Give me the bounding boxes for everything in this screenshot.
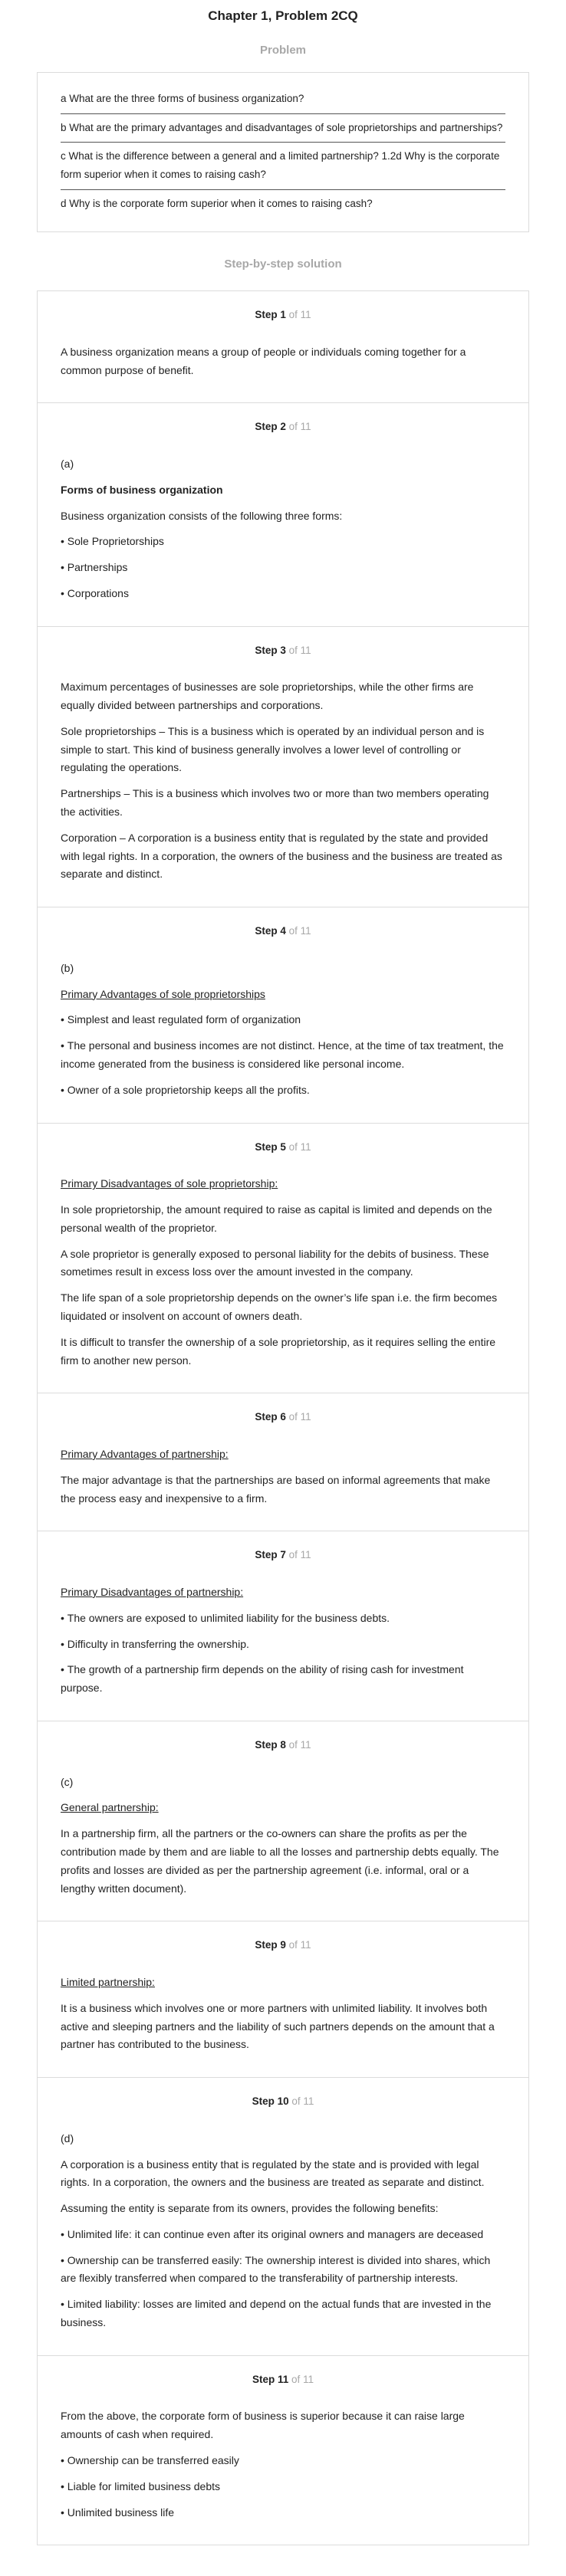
step-number: 10	[277, 2095, 289, 2108]
bullet-item: • Difficulty in transferring the ownership.	[61, 1636, 505, 1654]
step-7	[38, 1531, 528, 1721]
step-header	[61, 1409, 505, 1426]
step-text: The major advantage is that the partnerships are based on informal agreements that make the process easy and inexpensive to a firm.	[61, 1473, 491, 1505]
step-text: It is difficult to transfer the ownership of a sole proprietorship, as it requires selling the entire firm to another new person.	[61, 1335, 496, 1367]
step-label: Step	[252, 2373, 275, 2385]
bullet-item: • Partnerships	[61, 559, 505, 577]
step-label: Step	[255, 309, 278, 321]
step-header	[61, 418, 505, 435]
step-text: A corporation is a business entity that is regulated by the state and is provided with legal rights. In a corporation, the owners and the business are treated as separate and distinct.	[61, 2158, 485, 2189]
step-total: of 11	[288, 1738, 311, 1751]
subheading: General partnership:	[61, 1801, 159, 1814]
step-text: Partnerships – This is a business which involves two or more than two members operating the activities.	[61, 787, 489, 819]
step-text: Assuming the entity is separate from its owners, provides the following benefits:	[61, 2202, 439, 2215]
question-d: d Why is the corporate form superior when it comes to raising cash?	[61, 189, 505, 218]
step-number: 4	[280, 925, 286, 937]
step-label: Step	[255, 1140, 278, 1153]
step-text: Corporation – A corporation is a business entity that is regulated by the state and provided with legal rights. In a corporation, the owners of the business and the business are treated as separate and distinct.	[61, 831, 502, 881]
step-text: Maximum percentages of businesses are sole proprietorships, while the other firms are equally divided between partnerships and corporations.	[61, 681, 474, 712]
step-number: 2	[280, 421, 286, 433]
step-header	[61, 1937, 505, 1954]
step-header	[61, 923, 505, 940]
step-total: of 11	[288, 925, 311, 937]
step-text: (d)	[61, 2131, 74, 2144]
bullet-item: • Owner of a sole proprietorship keeps all the profits.	[61, 1081, 505, 1100]
step-text: In a partnership firm, all the partners or the co-owners can share the profits as per the contribution made by them and are liable to all the losses and partnership debts equally. The profits and losses are divided as per the partnership agreement (i.e. informal, oral or a lengthy written document).	[61, 1827, 499, 1895]
step-label: Step	[252, 2095, 275, 2108]
bullet-item: • The owners are exposed to unlimited liability for the business debts.	[61, 1610, 505, 1628]
step-total: of 11	[288, 644, 311, 656]
step-text: Sole proprietorships – This is a business which is operated by an individual person and is simple to start. This kind of business generally involves a lower level of controlling or regulating the operations.	[61, 724, 485, 774]
question-c: c What is the difference between a general and a limited partnership? 1.2d Why is the corporate form superior when it comes to raising cash?	[61, 142, 505, 189]
step-header	[61, 307, 505, 323]
step-header	[61, 2093, 505, 2110]
step-8	[38, 1721, 528, 1921]
step-4	[38, 907, 528, 1122]
question-b: b What are the primary advantages and disadvantages of sole proprietorships and partnerships?	[61, 113, 505, 143]
section-heading: Forms of business organization	[61, 483, 223, 496]
bullet-item: • The personal and business incomes are not distinct. Hence, at the time of tax treatment, the income generated from the business is considered like personal income.	[61, 1037, 505, 1074]
step-label: Step	[255, 1939, 278, 1951]
step-5	[38, 1123, 528, 1393]
step-total: of 11	[288, 1411, 311, 1423]
bullet-item: • Simplest and least regulated form of organization	[61, 1011, 505, 1029]
bullet-item: • Unlimited business life	[61, 2504, 505, 2522]
step-total: of 11	[288, 1939, 311, 1951]
question-a: a What are the three forms of business organization?	[61, 93, 304, 104]
step-header	[61, 1139, 505, 1156]
step-label: Step	[255, 644, 278, 656]
step-3	[38, 626, 528, 907]
step-text: (b)	[61, 961, 74, 974]
step-text: Business organization consists of the following three forms:	[61, 509, 343, 522]
step-label: Step	[255, 1549, 278, 1561]
step-header	[61, 642, 505, 659]
subheading: Primary Disadvantages of sole proprietorship:	[61, 1177, 278, 1190]
bullet-item: • The growth of a partnership firm depends on the ability of rising cash for investment purpose.	[61, 1661, 505, 1698]
bullet-item: • Liable for limited business debts	[61, 2478, 505, 2496]
step-number: 7	[280, 1549, 286, 1561]
problem-heading: Problem	[259, 44, 306, 57]
step-label: Step	[255, 1738, 278, 1751]
step-text: A sole proprietor is generally exposed to personal liability for the debits of business. These sometimes result in excess loss over the amount invested in the company.	[61, 1247, 489, 1278]
step-total: of 11	[288, 1140, 311, 1153]
subheading: Primary Disadvantages of partnership:	[61, 1585, 244, 1598]
step-text: (c)	[61, 1775, 74, 1788]
step-text: In sole proprietorship, the amount required to raise as capital is limited and depends on the personal wealth of the proprietor.	[61, 1203, 492, 1234]
step-total: of 11	[288, 1549, 311, 1561]
step-1	[38, 291, 528, 402]
step-number: 5	[280, 1140, 286, 1153]
step-header	[61, 1737, 505, 1754]
step-number: 3	[280, 644, 286, 656]
steps-container	[37, 290, 529, 2545]
step-number: 1	[280, 309, 286, 321]
bullet-item: • Ownership can be transferred easily: The ownership interest is divided into shares, which are flexibly transferred when compared to the transferability of partnership interests.	[61, 2252, 505, 2289]
step-text: The life span of a sole proprietorship depends on the owner’s life span i.e. the firm becomes liquidated or insolvent on account of owners death.	[61, 1291, 498, 1322]
step-header	[61, 2371, 505, 2388]
step-total: of 11	[288, 421, 311, 433]
step-label: Step	[255, 925, 278, 937]
step-header	[61, 1547, 505, 1564]
bullet-item: • Corporations	[61, 585, 505, 603]
step-text: It is a business which involves one or more partners with unlimited liability. It involves both active and sleeping partners and the liability of such partners depends on the amount that a partner has contributed to the business.	[61, 2001, 495, 2051]
bullet-item: • Limited liability: losses are limited and depend on the actual funds that are invested in the business.	[61, 2295, 505, 2332]
bullet-item: • Ownership can be transferred easily	[61, 2452, 505, 2470]
step-number: 9	[280, 1939, 286, 1951]
step-label: Step	[255, 421, 278, 433]
step-10	[38, 2077, 528, 2355]
step-total: of 11	[291, 2095, 314, 2108]
subheading: Limited partnership:	[61, 1975, 155, 1988]
step-number: 6	[280, 1411, 286, 1423]
step-6	[38, 1393, 528, 1531]
step-2	[38, 402, 528, 625]
subheading: Primary Advantages of partnership:	[61, 1447, 229, 1460]
step-9	[38, 1921, 528, 2077]
step-total: of 11	[291, 2373, 314, 2385]
step-text: From the above, the corporate form of business is superior because it can raise large amounts of cash when required.	[61, 2410, 465, 2441]
bullet-item: • Sole Proprietorships	[61, 533, 505, 551]
step-text: A business organization means a group of people or individuals coming together for a common purpose of benefit.	[61, 345, 466, 376]
problem-box	[37, 72, 529, 232]
step-number: 11	[277, 2373, 289, 2385]
subheading: Primary Advantages of sole proprietorships	[61, 987, 265, 1000]
step-number: 8	[280, 1738, 286, 1751]
solution-heading: Step-by-step solution	[224, 258, 342, 271]
page-title: Chapter 1, Problem 2CQ	[208, 8, 358, 23]
step-label: Step	[255, 1411, 278, 1423]
bullet-item: • Unlimited life: it can continue even after its original owners and managers are deceased	[61, 2226, 505, 2244]
step-total: of 11	[288, 309, 311, 321]
step-11	[38, 2355, 528, 2545]
step-text: (a)	[61, 457, 74, 470]
